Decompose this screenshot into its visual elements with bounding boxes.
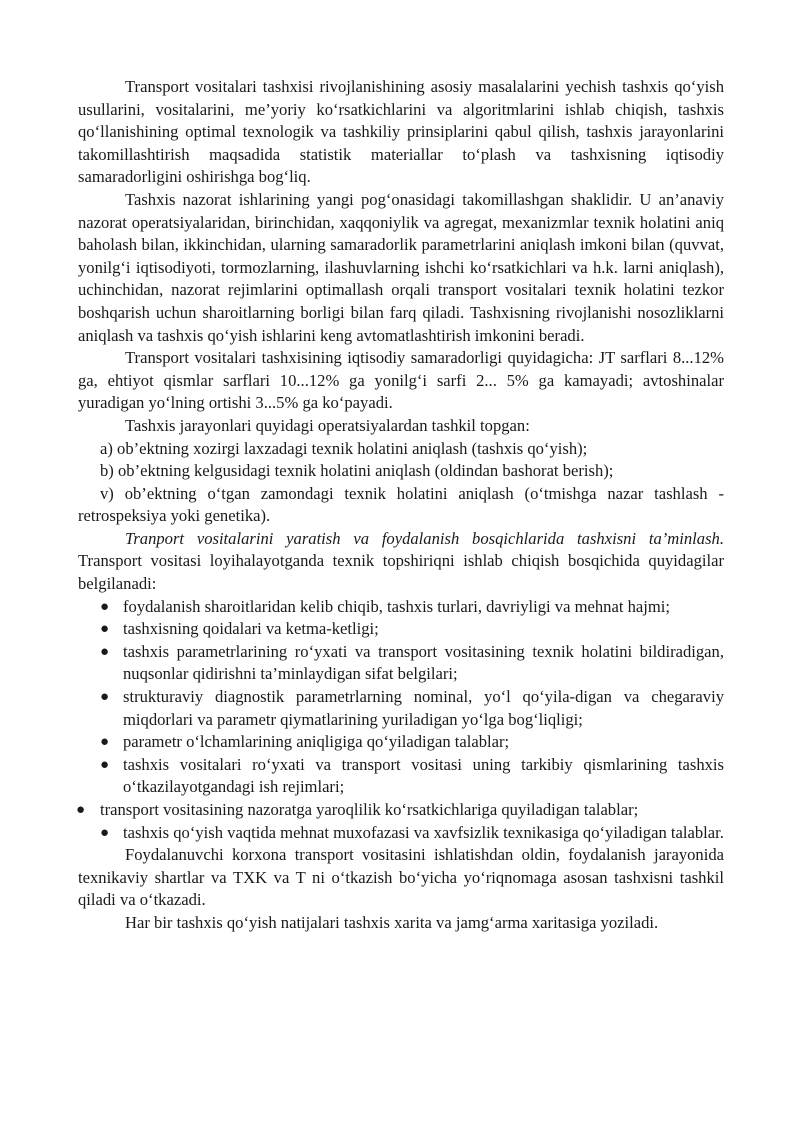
section-heading-italic: Tranport vositalarini yaratish va foydalanish bosqichlarida tashxisni ta’minlash.: [125, 528, 724, 548]
bullet-icon: ●: [100, 756, 110, 773]
paragraph-design-stage-text: Transport vositasi loyihalayotganda texnik topshiriqni ishlab chiqish bosqichida quyidagilar belgilanadi:: [78, 551, 724, 594]
list-item: [78, 754, 724, 799]
list-item-text: foydalanish sharoitlaridan kelib chiqib, tashxis turlari, davriyligi va mehnat hajmi;: [123, 596, 671, 616]
list-item: [78, 686, 724, 731]
bullet-icon: ●: [76, 802, 86, 818]
paragraph-diagnostics-definition: Tashxis nazorat ishlarining yangi pog‘onasidagi takomillashgan shaklidir. U an’anaviy nazorat operatsiyalaridan, birinchidan, xaqqoniylik va agregat, mexanizmlar texnik holatini aniq baholash bilan, ikkinchidan, ularning samaradorlik parametrlarini aniqlash imkoni bilan (quvvat, yonilg‘i iqtisodiyoti, tormozlarning, ilashuvlarning ishchi ko‘rsatkichlari va h.k. larni aniqlash), uchinchidan, nazorat rejimlarini optimallash orqali transport vositalari texnik holatini tezkor boshqarish uchun sharoitlarning borligi bilan farq qiladi. Tashxisning rivojlanishi nosozliklarni aniqlash va tashxis qo‘yish ishlarini keng avtomatlashtirish imkonini beradi.: [78, 189, 724, 345]
list-item: [78, 641, 724, 686]
operation-item-v: v) ob’ektning o‘tgan zamondagi texnik holatini aniqlash (o‘tmishga nazar tashlash - retrospeksiya yoki genetika).: [78, 483, 724, 526]
requirements-bullet-list: [78, 596, 724, 845]
list-item: [78, 618, 724, 641]
list-item-text: transport vositasining nazoratga yaroqlilik ko‘rsatkichlariga quyiladigan talablar;: [100, 800, 639, 819]
operation-item-b: b) ob’ektning kelgusidagi texnik holatini aniqlash (oldindan bashorat berish);: [100, 461, 614, 481]
paragraph-design-stage: [78, 528, 724, 596]
bullet-icon: ●: [100, 734, 110, 751]
list-item: [78, 731, 724, 754]
list-item: [78, 799, 724, 822]
bullet-icon: ●: [100, 621, 110, 638]
paragraph-economic-efficiency: Transport vositalari tashxisining iqtisodiy samaradorligi quyidagicha: JT sarflari 8...12% ga, ehtiyot qismlar sarflari 10...12% ga yonilg‘i sarfi 2... 5% ga kamayadi; avtoshinalar yuradigan yo‘lning ortishi 3...5% ga ko‘payadi.: [78, 348, 724, 413]
paragraph-results-recording: Har bir tashxis qo‘yish natijalari tashxis xarita va jamg‘arma xaritasiga yoziladi.: [125, 912, 659, 932]
list-item: [78, 596, 724, 619]
paragraph-diagnostics-development: Transport vositalari tashxisi rivojlanishining asosiy masalalarini yechish tashxis qo‘yish usullarini, vositalarini, me’yoriy ko‘rsatkichlarini va algoritmlarini ishlab chiqish, tashxis qo‘llanishining optimal texnologik va tashkiliy prinsiplarini qabul qilish, tashxis jarayonlarini takomillashtirish maqsadida statistik materiallar to‘plash va tashxisning iqtisodiy samaradorligini oshirishga bog‘liq.: [78, 77, 724, 187]
list-item-text: strukturaviy diagnostik parametrlarning nominal, yo‘l qo‘yila-digan va chegaraviy miqdorlari va parametr qiymatlarining yuriladigan yo‘lga bog‘liqligi;: [123, 687, 724, 729]
paragraph-operations-intro: Tashxis jarayonlari quyidagi operatsiyalardan tashkil topgan:: [125, 415, 530, 435]
bullet-icon: ●: [100, 643, 110, 660]
list-item: [78, 822, 724, 845]
list-item-text: tashxis parametrlarining ro‘yxati va transport vositasining texnik holatini bildiradigan, nuqsonlar qidirishni ta’minlaydigan sifat belgilari;: [123, 641, 724, 684]
list-item-text: tashxisning qoidalari va ketma-ketligi;: [123, 619, 379, 639]
list-item-text: parametr o‘lchamlarining aniqligiga qo‘yiladigan talablar;: [123, 732, 510, 752]
operation-item-a: a) ob’ektning xozirgi laxzadagi texnik holatini aniqlash (tashxis qo‘yish);: [100, 438, 588, 458]
bullet-icon: ●: [100, 689, 110, 706]
list-item-text: tashxis qo‘yish vaqtida mehnat muxofazasi va xavfsizlik texnikasiga qo‘yiladigan talablar.: [123, 822, 724, 842]
document-page: [78, 76, 724, 935]
bullet-icon: ●: [100, 824, 110, 841]
paragraph-operator-responsibility: Foydalanuvchi korxona transport vositasini ishlatishdan oldin, foydalanish jarayonida texnikaviy shartlar va TXK va T ni o‘tkazish bo‘yicha yo‘riqnomaga asosan tashxisni tashkil qiladi va o‘tkazadi.: [78, 845, 724, 910]
list-item-text: tashxis vositalari ro‘yxati va transport vositasi uning tarkibiy qismlarining tashxis o‘tkazilayotgandagi ish rejimlari;: [123, 754, 724, 797]
bullet-icon: ●: [100, 598, 110, 615]
